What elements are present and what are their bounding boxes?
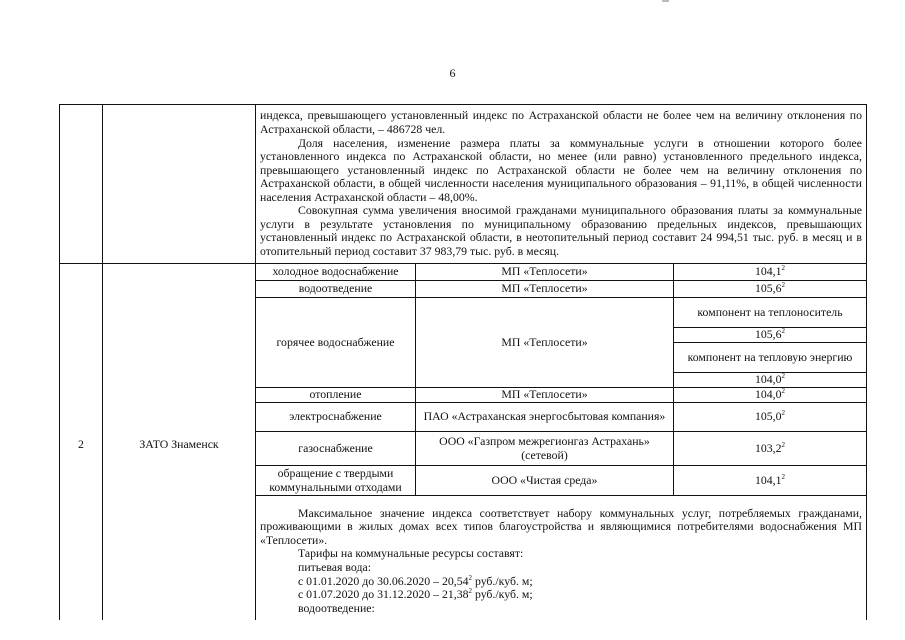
service-name: холодное водоснабжение [256, 264, 416, 281]
tariff-line-2: с 01.07.2020 до 31.12.2020 – 21,38$^2$ руб./куб. м; [298, 587, 533, 602]
scan-speck [662, 0, 669, 2]
index-value: 104,0$^2$ [674, 388, 867, 403]
intro-row [60, 105, 867, 264]
entry-number: 2 [60, 264, 103, 627]
tariff-drinking-water: питьевая вода: [298, 560, 371, 574]
index-value: 104,1$^2$ [674, 264, 867, 281]
tariff-sewage: водоотведение: [298, 600, 375, 615]
indices-table [59, 104, 867, 627]
page-bottom-mask [0, 620, 905, 640]
index-value: 104,0$^2$ [674, 373, 867, 388]
intro-paragraph-3: Совокупная сумма увеличения вносимой гражданами муниципального образования платы за коммунальные услуги в результате установления по муниципальному образованию предельных индексов, превышающих установленный индекс по Астраханской области, в неотопительный период составит 24 994,51 тыс. руб. в месяц и в отопительный период составит 37 983,79 тыс. руб. в месяц. [260, 203, 862, 259]
index-value: 105,6$^2$ [674, 328, 867, 343]
provider-name: ООО «Чистая среда» [416, 466, 674, 496]
provider-name: ПАО «Астраханская энергосбытовая компания» [416, 403, 674, 432]
provider-name: ООО «Газпром межрегионгаз Астрахань» (сетевой) [416, 432, 674, 466]
service-name: обращение с твердыми коммунальными отходами [256, 466, 416, 496]
row-cold-water [60, 264, 867, 281]
index-value: 105,6$^2$ [674, 281, 867, 298]
tail-text-cell [256, 496, 867, 627]
page-number: 6 [449, 66, 456, 80]
component-label: компонент на тепловую энергию [674, 343, 867, 373]
index-value: 103,2$^2$ [674, 432, 867, 466]
provider-name: МП «Теплосети» [416, 388, 674, 403]
cell-empty-num [60, 105, 103, 264]
service-name: водоотведение [256, 281, 416, 298]
tariff-line-1: с 01.01.2020 до 30.06.2020 – 20,54$^2$ руб./куб. м; [298, 573, 533, 588]
index-value: 104,1$^2$ [674, 466, 867, 496]
municipality-name: ЗАТО Знаменск [103, 264, 256, 627]
intro-text-cell [256, 105, 867, 264]
provider-name: МП «Теплосети» [416, 264, 674, 281]
service-name: электроснабжение [256, 403, 416, 432]
tail-paragraph-1: Максимальное значение индекса соответствует набору коммунальных услуг, потребляемых гражданами, проживающими в жилых домах всех типов благоустройства и являющимися потребителями водоснабжения МП «Теплосети». [260, 505, 862, 547]
service-name: газоснабжение [256, 432, 416, 466]
provider-name: МП «Теплосети» [416, 298, 674, 388]
tariffs-heading: Тарифы на коммунальные ресурсы составят: [298, 546, 524, 561]
component-label: компонент на теплоноситель [674, 298, 867, 328]
intro-paragraph-1: индекса, превышающего установленный индекс по Астраханской области не более чем на величину отклонения по Астраханской области, – 486728 чел. [260, 108, 862, 136]
cell-empty-municipality [103, 105, 256, 264]
index-value: 105,0$^2$ [674, 403, 867, 432]
service-name: горячее водоснабжение [256, 298, 416, 388]
provider-name: МП «Теплосети» [416, 281, 674, 298]
service-name: отопление [256, 388, 416, 403]
intro-paragraph-2: Доля населения, изменение размера платы за коммунальные услуги в отношении которого более установленного индекса по Астраханской области, но менее (или равно) установленного предельного индекса, превышающего установленный индекс по Астраханской области не более чем на величину отклонения по Астраханской области, в общей численности населения муниципального образования – 91,11%, в общей численности населения Астраханской области – 48,00%. [260, 135, 862, 204]
